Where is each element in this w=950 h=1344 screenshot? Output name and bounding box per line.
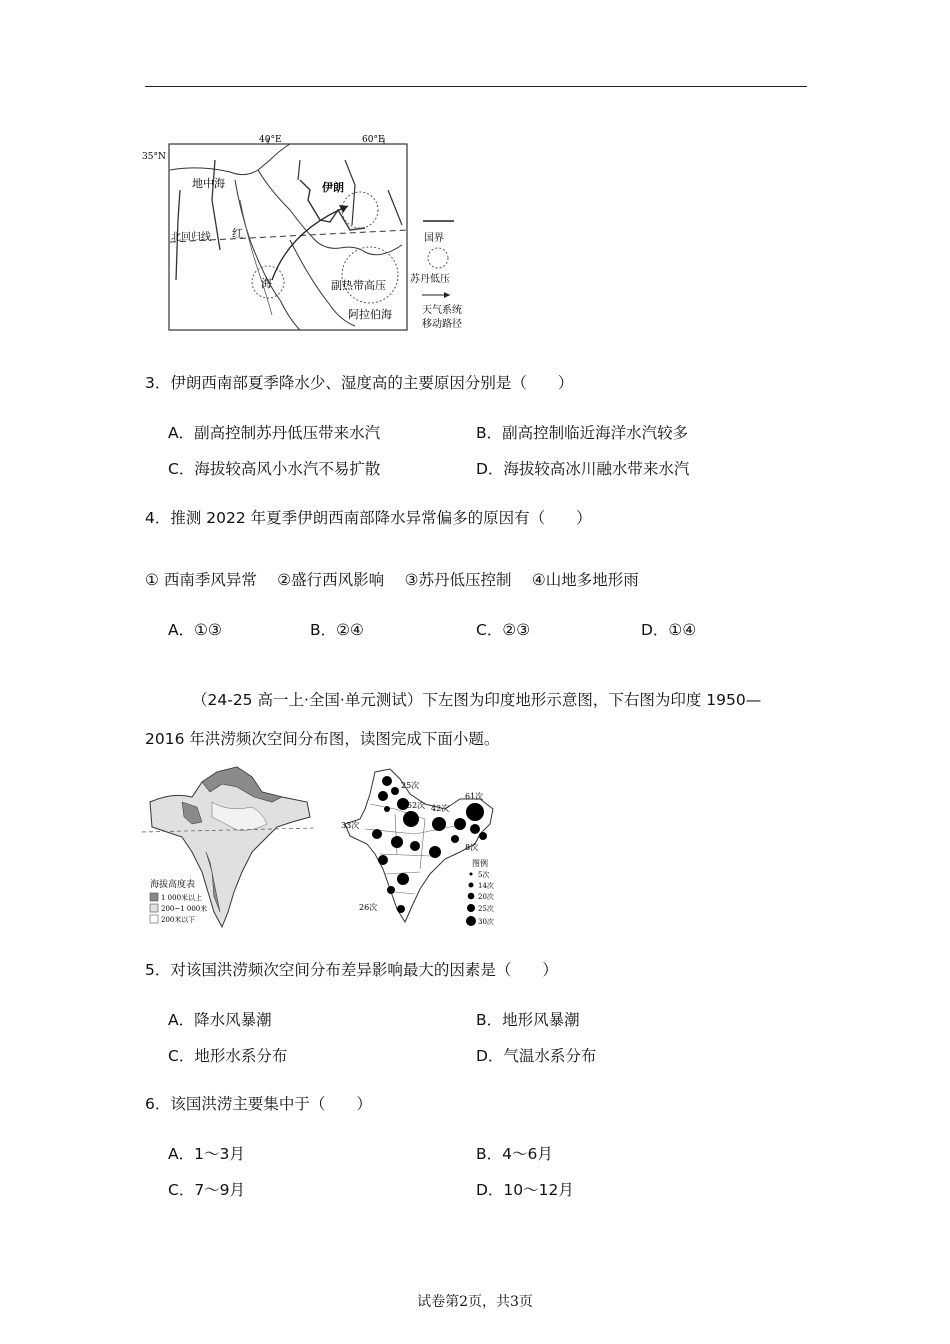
flood-label-25: 25次 xyxy=(401,781,420,790)
red-sea-label-2: 海 xyxy=(261,277,272,290)
header-rule xyxy=(145,86,807,87)
q4-stem: 4．推测 2022 年夏季伊朗西南部降水异常偏多的原因有（ ） xyxy=(145,509,592,527)
subtropical-high-label: 副热带高压 xyxy=(331,279,386,292)
india-legend-title: 海拔高度表 xyxy=(150,880,196,890)
legend-border-label: 国界 xyxy=(424,233,444,244)
flood-label-61: 61次 xyxy=(465,792,484,801)
iran-label: 伊朗 xyxy=(322,181,344,194)
q4-items: ① 西南季风异常 ②盛行西风影响 ③苏丹低压控制 ④山地多地形雨 xyxy=(145,571,639,589)
intro-line-1: （24-25 高一上·全国·单元测试）下左图为印度地形示意图，下右图为印度 1950— xyxy=(192,691,762,709)
q4-option-a: A．①③ xyxy=(168,621,222,639)
india-legend-high: 1 000米以上 xyxy=(161,894,203,902)
flood-label-8: 8次 xyxy=(465,843,479,852)
red-sea-label-1: 红 xyxy=(232,227,243,240)
q6-option-b: B．4～6月 xyxy=(476,1145,553,1163)
flood-legend-30: 30次 xyxy=(478,918,494,926)
flood-label-26: 26次 xyxy=(359,903,378,912)
arabian-sea-label: 阿拉伯海 xyxy=(348,308,392,321)
q6-option-a: A．1～3月 xyxy=(168,1145,245,1163)
lon-40-label: 40°E xyxy=(259,135,282,145)
legend-path-label-1: 天气系统 xyxy=(422,305,462,316)
mediterranean-label: 地中海 xyxy=(192,177,225,190)
q3-option-a: A．副高控制苏丹低压带来水汽 xyxy=(168,424,381,442)
q4-option-c: C．②③ xyxy=(476,621,531,639)
q6-stem: 6．该国洪涝主要集中于（ ） xyxy=(145,1095,372,1113)
flood-legend-14: 14次 xyxy=(478,882,494,890)
lon-60-label: 60°E xyxy=(362,135,385,145)
q3-option-b: B．副高控制临近海洋水汽较多 xyxy=(476,424,689,442)
q5-stem: 5．对该国洪涝频次空间分布差异影响最大的因素是（ ） xyxy=(145,961,558,979)
india-legend-low: 200米以下 xyxy=(161,916,196,924)
page-footer: 试卷第2页，共3页 xyxy=(417,1294,533,1310)
flood-legend-5: 5次 xyxy=(478,871,490,879)
iran-map-figure xyxy=(140,130,475,335)
q5-option-d: D．气温水系分布 xyxy=(476,1047,597,1065)
flood-legend-title: 图例 xyxy=(472,859,488,868)
q3-option-c: C．海拔较高风小水汽不易扩散 xyxy=(168,460,381,478)
legend-sudan-low-label: 苏丹低压 xyxy=(410,274,450,285)
legend-path-label-2: 移动路径 xyxy=(422,319,462,330)
q6-option-d: D．10～12月 xyxy=(476,1181,574,1199)
tropic-label: 北回归线 xyxy=(171,232,211,243)
lat-35-label: 35°N xyxy=(142,152,166,162)
flood-legend-25: 25次 xyxy=(478,905,494,913)
q5-option-a: A．降水风暴潮 xyxy=(168,1011,272,1029)
india-legend-mid: 200~1 000米 xyxy=(161,905,208,913)
intro-line-2: 2016 年洪涝频次空间分布图，读图完成下面小题。 xyxy=(145,730,500,748)
q3-stem: 3．伊朗西南部夏季降水少、湿度高的主要原因分别是（ ） xyxy=(145,374,574,392)
q5-option-c: C．地形水系分布 xyxy=(168,1047,288,1065)
flood-label-42: 42次 xyxy=(431,804,450,813)
q4-option-d: D．①④ xyxy=(641,621,697,639)
flood-legend-20: 20次 xyxy=(478,893,494,901)
q4-option-b: B．②④ xyxy=(310,621,364,639)
q6-option-c: C．7～9月 xyxy=(168,1181,246,1199)
flood-label-52: 52次 xyxy=(407,801,426,810)
flood-frequency-figure xyxy=(335,764,505,932)
q3-option-d: D．海拔较高冰川融水带来水汽 xyxy=(476,460,690,478)
flood-label-33: 33次 xyxy=(341,821,360,830)
india-terrain-figure xyxy=(142,762,317,932)
q5-option-b: B．地形风暴潮 xyxy=(476,1011,580,1029)
